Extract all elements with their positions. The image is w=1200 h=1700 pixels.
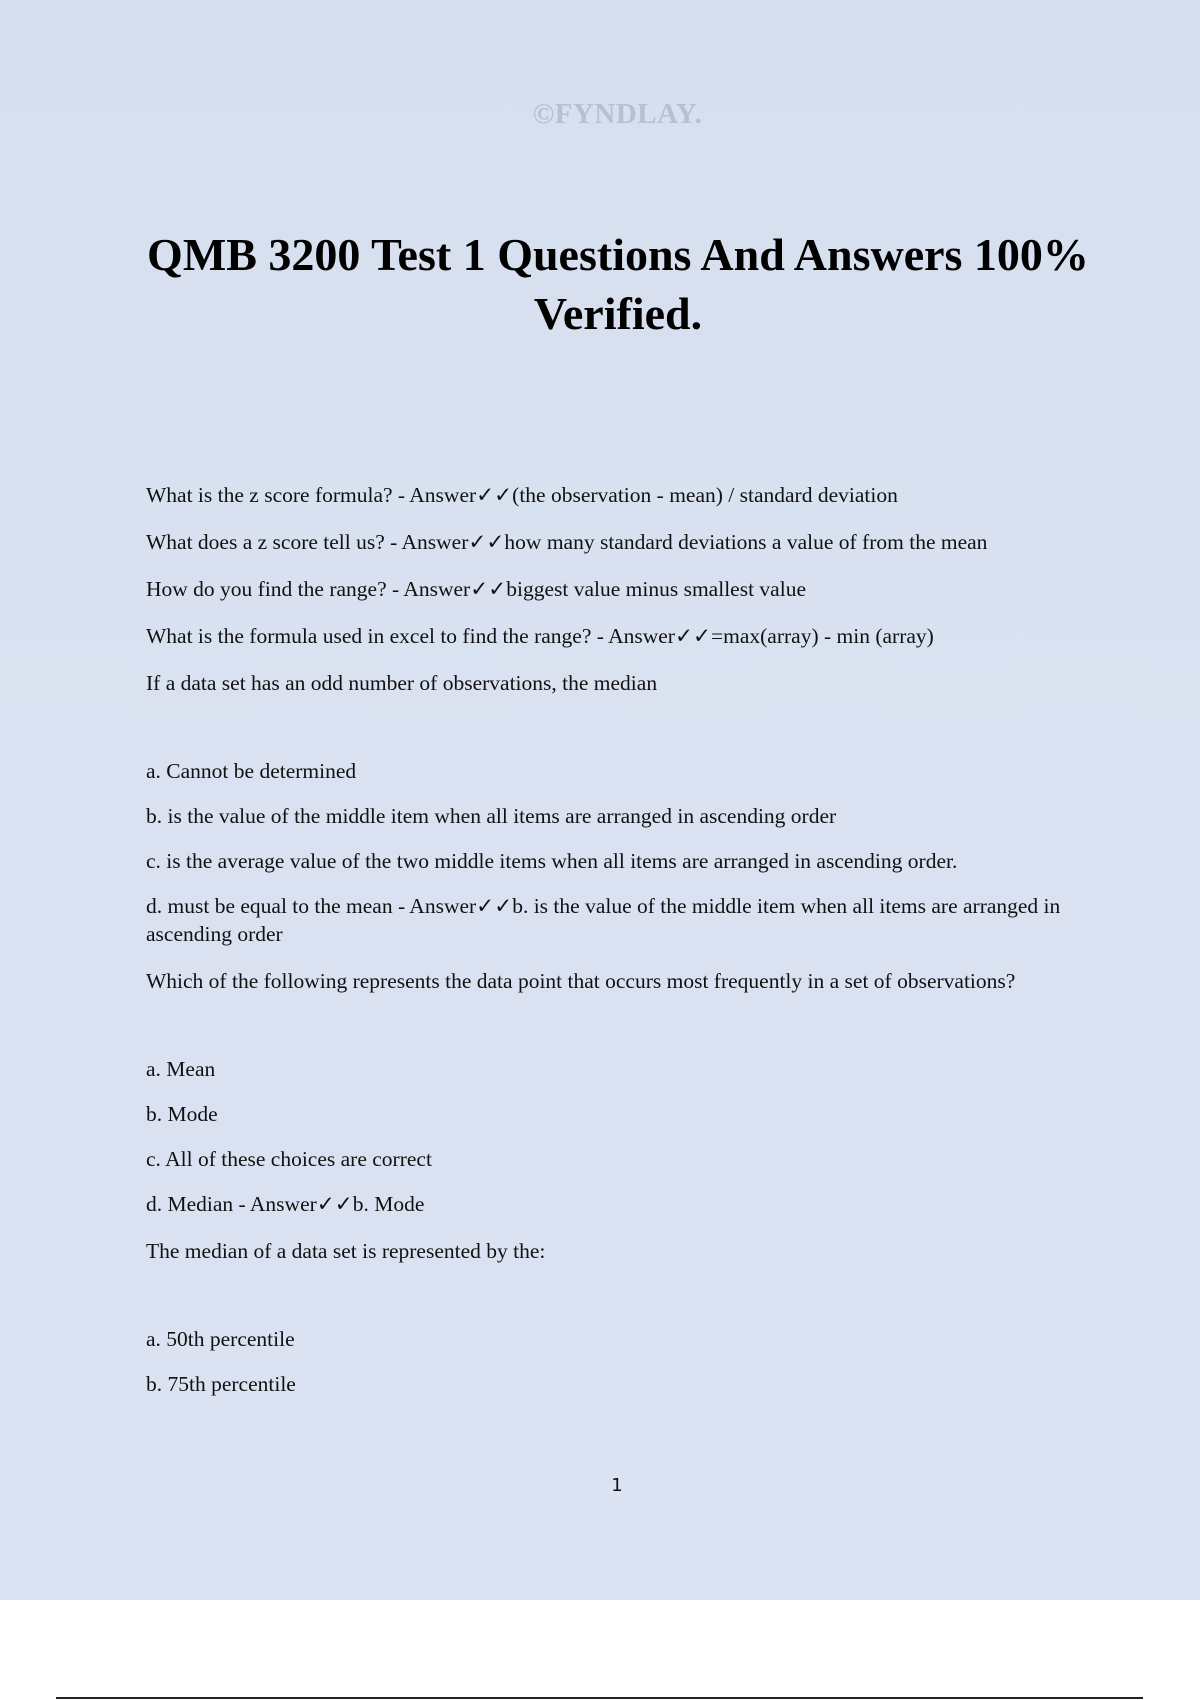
option-d-with-answer: d. must be equal to the mean - Answer✓✓b. is the value of the middle item when all items are arranged in ascending order: [146, 894, 1061, 946]
page-divider: [56, 1697, 1143, 1699]
question-z-score-formula: What is the z score formula? - Answer✓✓(the observation - mean) / standard deviation: [146, 483, 898, 507]
option-b: b. 75th percentile: [146, 1372, 296, 1396]
question-excel-range: What is the formula used in excel to find the range? - Answer✓✓=max(array) - min (array): [146, 624, 934, 648]
page-number: 1: [611, 1475, 623, 1496]
option-b: b. Mode: [146, 1102, 218, 1126]
option-b: b. is the value of the middle item when all items are arranged in ascending order: [146, 804, 837, 828]
option-d-with-answer: d. Median - Answer✓✓b. Mode: [146, 1192, 425, 1216]
question-z-score-meaning: What does a z score tell us? - Answer✓✓how many standard deviations a value of from the mean: [146, 530, 988, 554]
question-median-odd: If a data set has an odd number of observations, the median: [146, 671, 658, 695]
watermark: ©FYNDLAY.: [532, 98, 703, 130]
question-most-frequent: Which of the following represents the data point that occurs most frequently in a set of observations?: [146, 969, 1016, 993]
document-body: [146, 481, 1066, 1415]
option-c: c. is the average value of the two middle items when all items are arranged in ascending order.: [146, 849, 958, 873]
option-a: a. 50th percentile: [146, 1327, 295, 1351]
option-a: a. Mean: [146, 1057, 216, 1081]
document-title: QMB 3200 Test 1 Questions And Answers 100% Verified.: [147, 229, 1089, 339]
option-a: a. Cannot be determined: [146, 759, 357, 783]
question-median-represented: The median of a data set is represented by the:: [146, 1239, 546, 1263]
question-find-range: How do you find the range? - Answer✓✓biggest value minus smallest value: [146, 577, 806, 601]
option-c: c. All of these choices are correct: [146, 1147, 432, 1171]
